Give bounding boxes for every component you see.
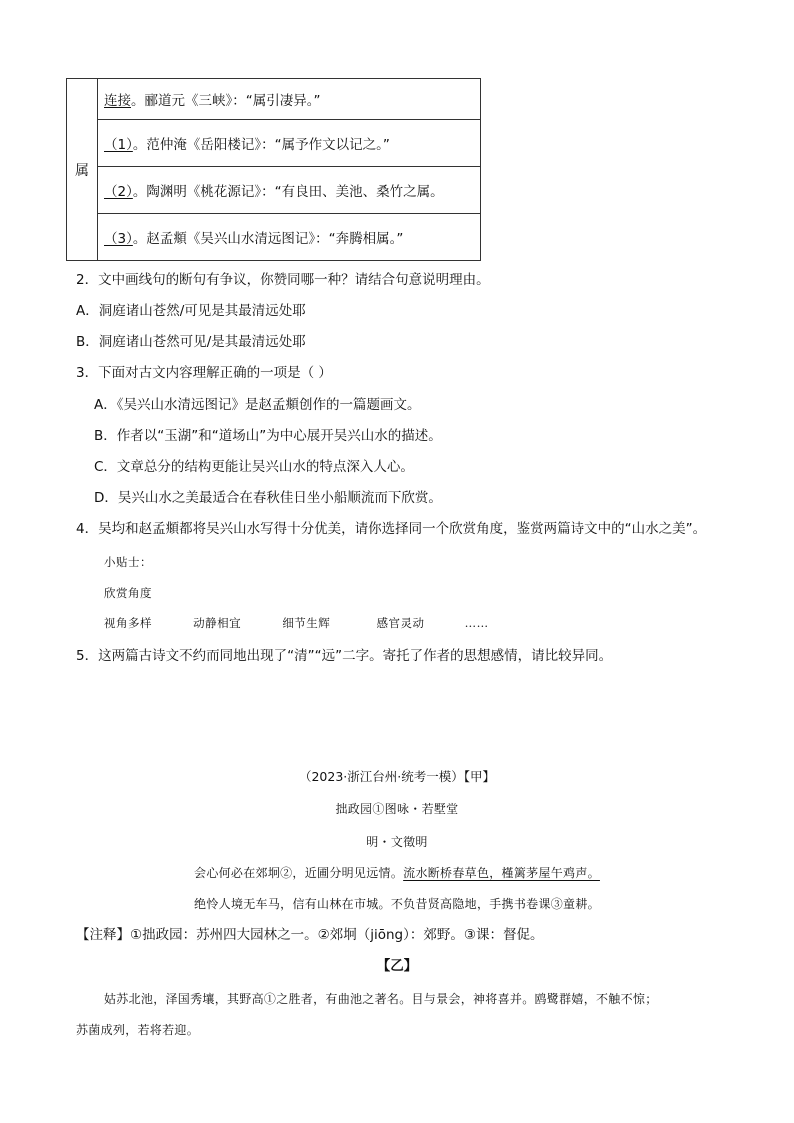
word-meaning-table <box>66 78 481 261</box>
answer-blank: 连接 <box>104 93 131 109</box>
angle-item: 细节生辉 <box>282 616 331 630</box>
q3-option-c: C．文章总分的结构更能让吴兴山水的特点深入人心。 <box>94 459 414 475</box>
yi-title: 【乙】 <box>376 958 418 974</box>
tip-angles <box>104 614 489 632</box>
angle-item: 感官灵动 <box>376 616 425 630</box>
question-5: 5．这两篇古诗文不约而同地出现了“清”“远”二字。寄托了作者的思想感情，请比较异同。 <box>76 648 613 664</box>
question-3: 3．下面对古文内容理解正确的一项是（ ） <box>76 365 332 381</box>
table-row <box>98 79 481 120</box>
yi-line-1: 姑苏北池，泽国秀壤，其野高①之胜者，有曲池之著名。目与景会，神将喜并。鸥鹭群嬉，不触不惊； <box>104 992 658 1006</box>
tip-title: 小贴士： <box>104 555 152 569</box>
tip-subtitle: 欣赏角度 <box>104 586 152 600</box>
row-text: 。赵孟頫《吴兴山水清远图记》：“奔腾相属。” <box>132 231 404 247</box>
q3-option-b: B．作者以“玉湖”和“道场山”为中心展开吴兴山水的描述。 <box>94 428 442 444</box>
row-text: 。陶渊明《桃花源记》：“有良田、美池、桑竹之属。 <box>132 184 444 200</box>
poem-line-1-part-a: 会心何必在郊坰②，近圃分明见远情。 <box>194 866 404 880</box>
q2-option-a: A．洞庭诸山苍然/可见是其最清远处耶 <box>76 303 306 319</box>
poem-author: 明・文徵明 <box>366 835 428 849</box>
table-row <box>98 120 481 167</box>
yi-line-2: 苏菌成列，若将若迎。 <box>76 1023 200 1037</box>
table-row <box>98 214 481 261</box>
row-text: 。郦道元《三峡》：“属引凄异。” <box>131 93 321 109</box>
table-row <box>98 167 481 214</box>
question-2: 2．文中画线句的断句有争议，你赞同哪一种？请结合句意说明理由。 <box>76 272 490 288</box>
angle-item: 动静相宜 <box>193 616 242 630</box>
poem-notes: 【注释】①拙政园：苏州四大园林之一。②郊坰（jiōng）：郊野。③课：督促。 <box>76 927 544 943</box>
row-text: 。范仲淹《岳阳楼记》：“属予作文以记之。” <box>132 137 390 153</box>
table-header-char: 属 <box>67 79 98 261</box>
question-4: 4．吴均和赵孟頫都将吴兴山水写得十分优美，请你选择同一个欣赏角度，鉴赏两篇诗文中的“山水之美”。 <box>76 521 707 537</box>
answer-blank[interactable]: （3） <box>104 231 133 247</box>
poem-line-2: 绝怜人境无车马，信有山林在市城。不负昔贤高隐地，手携书卷课③童耕。 <box>194 897 600 911</box>
answer-blank[interactable]: （1） <box>104 137 133 153</box>
angle-item: …… <box>464 616 489 630</box>
q3-option-d: D．吴兴山水之美最适合在春秋佳日坐小船顺流而下欣赏。 <box>94 490 442 506</box>
passage-source: （2023·浙江台州·统考一模）【甲】 <box>298 769 495 784</box>
angle-item: 视角多样 <box>104 616 152 630</box>
q3-option-a: A．《吴兴山水清远图记》是赵孟頫创作的一篇题画文。 <box>94 397 421 413</box>
answer-blank[interactable]: （2） <box>104 184 133 200</box>
poem-line-1 <box>0 864 794 882</box>
poem-title: 拙政园①图咏・若墅堂 <box>335 802 459 816</box>
poem-underlined-line: 流水断桥春草色，槿篱茅屋午鸡声。 <box>403 866 600 880</box>
q2-option-b: B．洞庭诸山苍然可见/是其最清远处耶 <box>76 334 306 350</box>
